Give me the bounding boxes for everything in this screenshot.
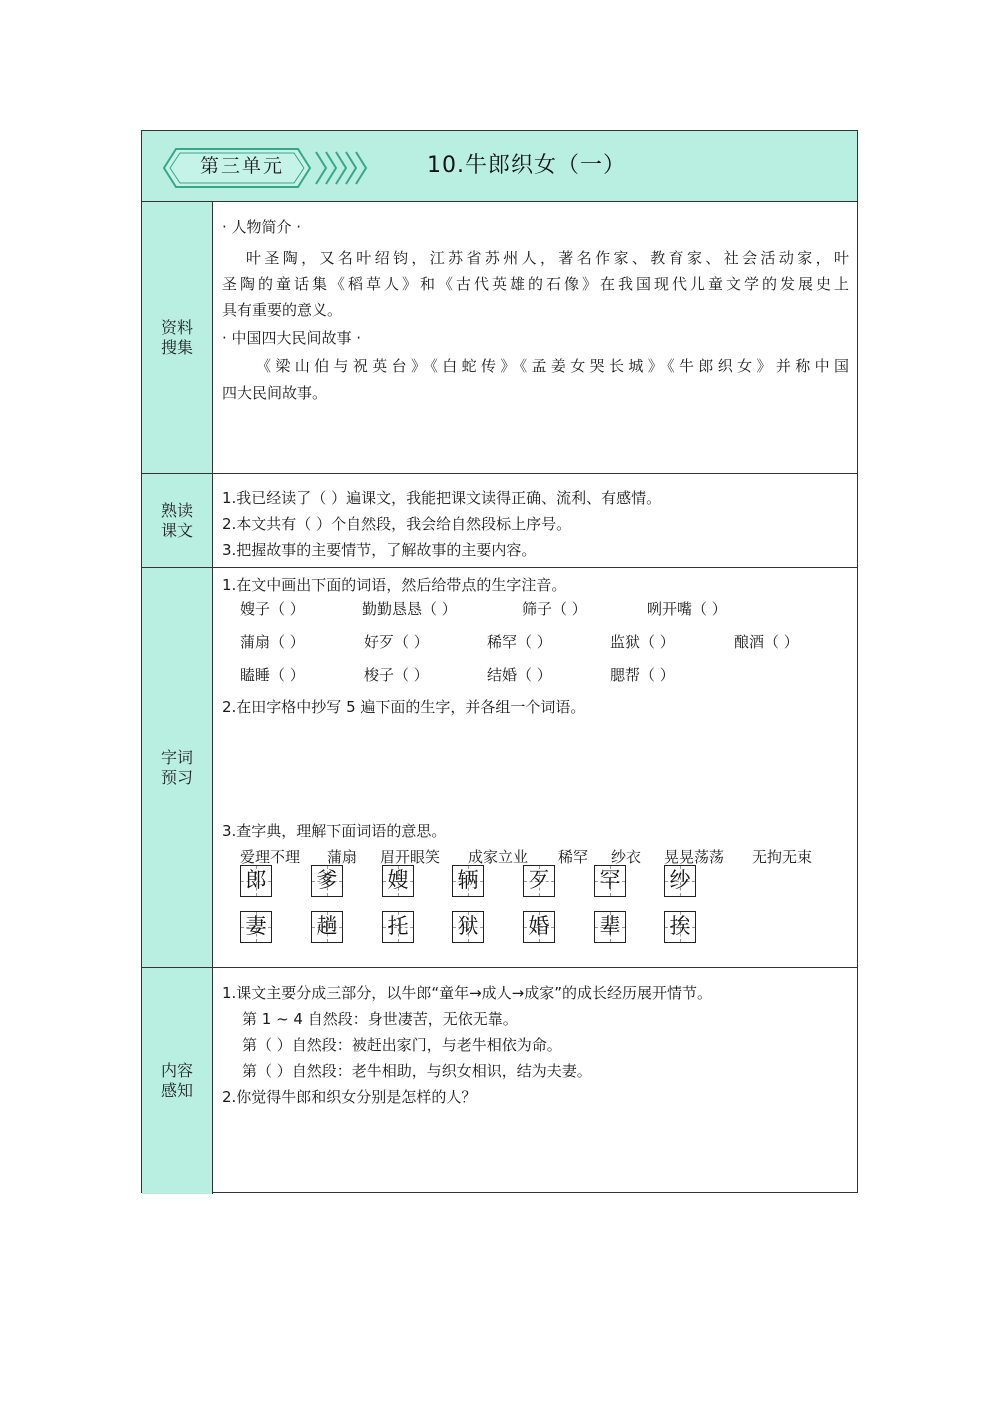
word-item: 好歹（ ） [364,633,429,651]
shudu-item-2: 2.本文共有（ ）个自然段，我会给自然段标上序号。 [222,515,572,533]
tianzi-grid-cell: 歹 [523,865,555,897]
tianzi-grid-cell: 婚 [523,911,555,943]
word-item: 瞌睡（ ） [240,666,305,684]
worksheet [141,130,858,1193]
lesson-title: 10.牛郎织女（一） [427,153,626,178]
word-item: 筛子（ ） [522,600,587,618]
zici-task-1: 1.在文中画出下面的词语，然后给带点的生字注音。 [222,576,567,594]
zici-task-3: 3.查字典，理解下面词语的意思。 [222,822,447,840]
zici-task-2: 2.在田字格中抄写 5 遍下面的生字，并各组一个词语。 [222,698,586,716]
unit-label: 第三单元 [199,155,284,177]
section-neirong [142,968,857,1194]
bio-line-2: 圣陶的童话集《稻草人》和《古代英雄的石像》在我国现代儿童文学的发展史上 [222,275,849,293]
word-item: 酿酒（ ） [734,633,799,651]
section-shudu [142,474,857,568]
tianzi-grid-cell: 嫂 [382,865,414,897]
word-item: 腮帮（ ） [610,666,675,684]
word-item: 梭子（ ） [364,666,429,684]
word-item: 稀罕（ ） [487,633,552,651]
tianzi-grid-cell: 趟 [311,911,343,943]
dict-word: 晃晃荡荡 [664,848,725,866]
lesson-header [142,131,857,202]
neirong-item-1b: 第（ ）自然段：被赶出家门，与老牛相依为命。 [242,1036,562,1054]
tianzi-grid-cell: 辆 [452,865,484,897]
word-item: 勤勤恳恳（ ） [362,600,457,618]
dict-word: 成家立业 [468,848,529,866]
tianzi-grid-cell: 托 [382,911,414,943]
word-item: 蒲扇（ ） [240,633,305,651]
folk-line-1: 《梁山伯与祝英台》《白蛇传》《孟姜女哭长城》《牛郎织女》并称中国 [256,357,849,375]
bio-line-3: 具有重要的意义。 [222,301,343,319]
tianzi-grid-cell: 纱 [664,865,696,897]
neirong-item-1c: 第（ ）自然段：老牛相助，与织女相识，结为夫妻。 [242,1062,592,1080]
chevron-arrows-icon [314,150,372,186]
side-label-ziliao: 资料 搜集 [142,202,213,473]
shudu-item-1: 1.我已经读了（ ）遍课文，我能把课文读得正确、流利、有感情。 [222,489,662,507]
side-label-shudu: 熟读 课文 [142,474,213,567]
side-label-zici: 字词 预习 [142,568,213,967]
tianzi-grid-cell: 挨 [664,911,696,943]
tianzi-grid-cell: 辈 [594,911,626,943]
folk-line-2: 四大民间故事。 [222,384,328,402]
word-item: 结婚（ ） [487,666,552,684]
section-zici [142,568,857,968]
tianzi-grid-cell: 爹 [311,865,343,897]
word-item: 监狱（ ） [610,633,675,651]
neirong-item-1a: 第 1 ~ 4 自然段：身世凄苦，无依无靠。 [242,1010,518,1028]
tianzi-grid-cell: 妻 [240,911,272,943]
tianzi-grid-cell: 郎 [240,865,272,897]
dict-word: 蒲扇 [327,848,358,866]
heading-folk-tales: · 中国四大民间故事 · [222,329,362,347]
section-ziliao [142,202,857,474]
neirong-item-1: 1.课文主要分成三部分，以牛郎“童年→成人→成家”的成长经历展开情节。 [222,984,712,1002]
shudu-item-3: 3.把握故事的主要情节，了解故事的主要内容。 [222,541,537,559]
dict-word: 纱衣 [611,848,642,866]
bio-line-1: 叶圣陶，又名叶绍钧，江苏省苏州人，著名作家、教育家、社会活动家，叶 [246,249,849,267]
dict-word: 眉开眼笑 [380,848,441,866]
word-item: 咧开嘴（ ） [647,600,727,618]
side-label-neirong: 内容 感知 [142,968,213,1194]
dict-word: 稀罕 [558,848,589,866]
dict-word: 爱理不理 [240,848,301,866]
tianzi-grid-cell: 罕 [594,865,626,897]
word-item: 嫂子（ ） [240,600,305,618]
dict-word: 无拘无束 [752,848,813,866]
heading-bio: · 人物简介 · [222,218,302,236]
neirong-item-2: 2.你觉得牛郎和织女分别是怎样的人？ [222,1088,477,1106]
tianzi-grid-cell: 狱 [452,911,484,943]
